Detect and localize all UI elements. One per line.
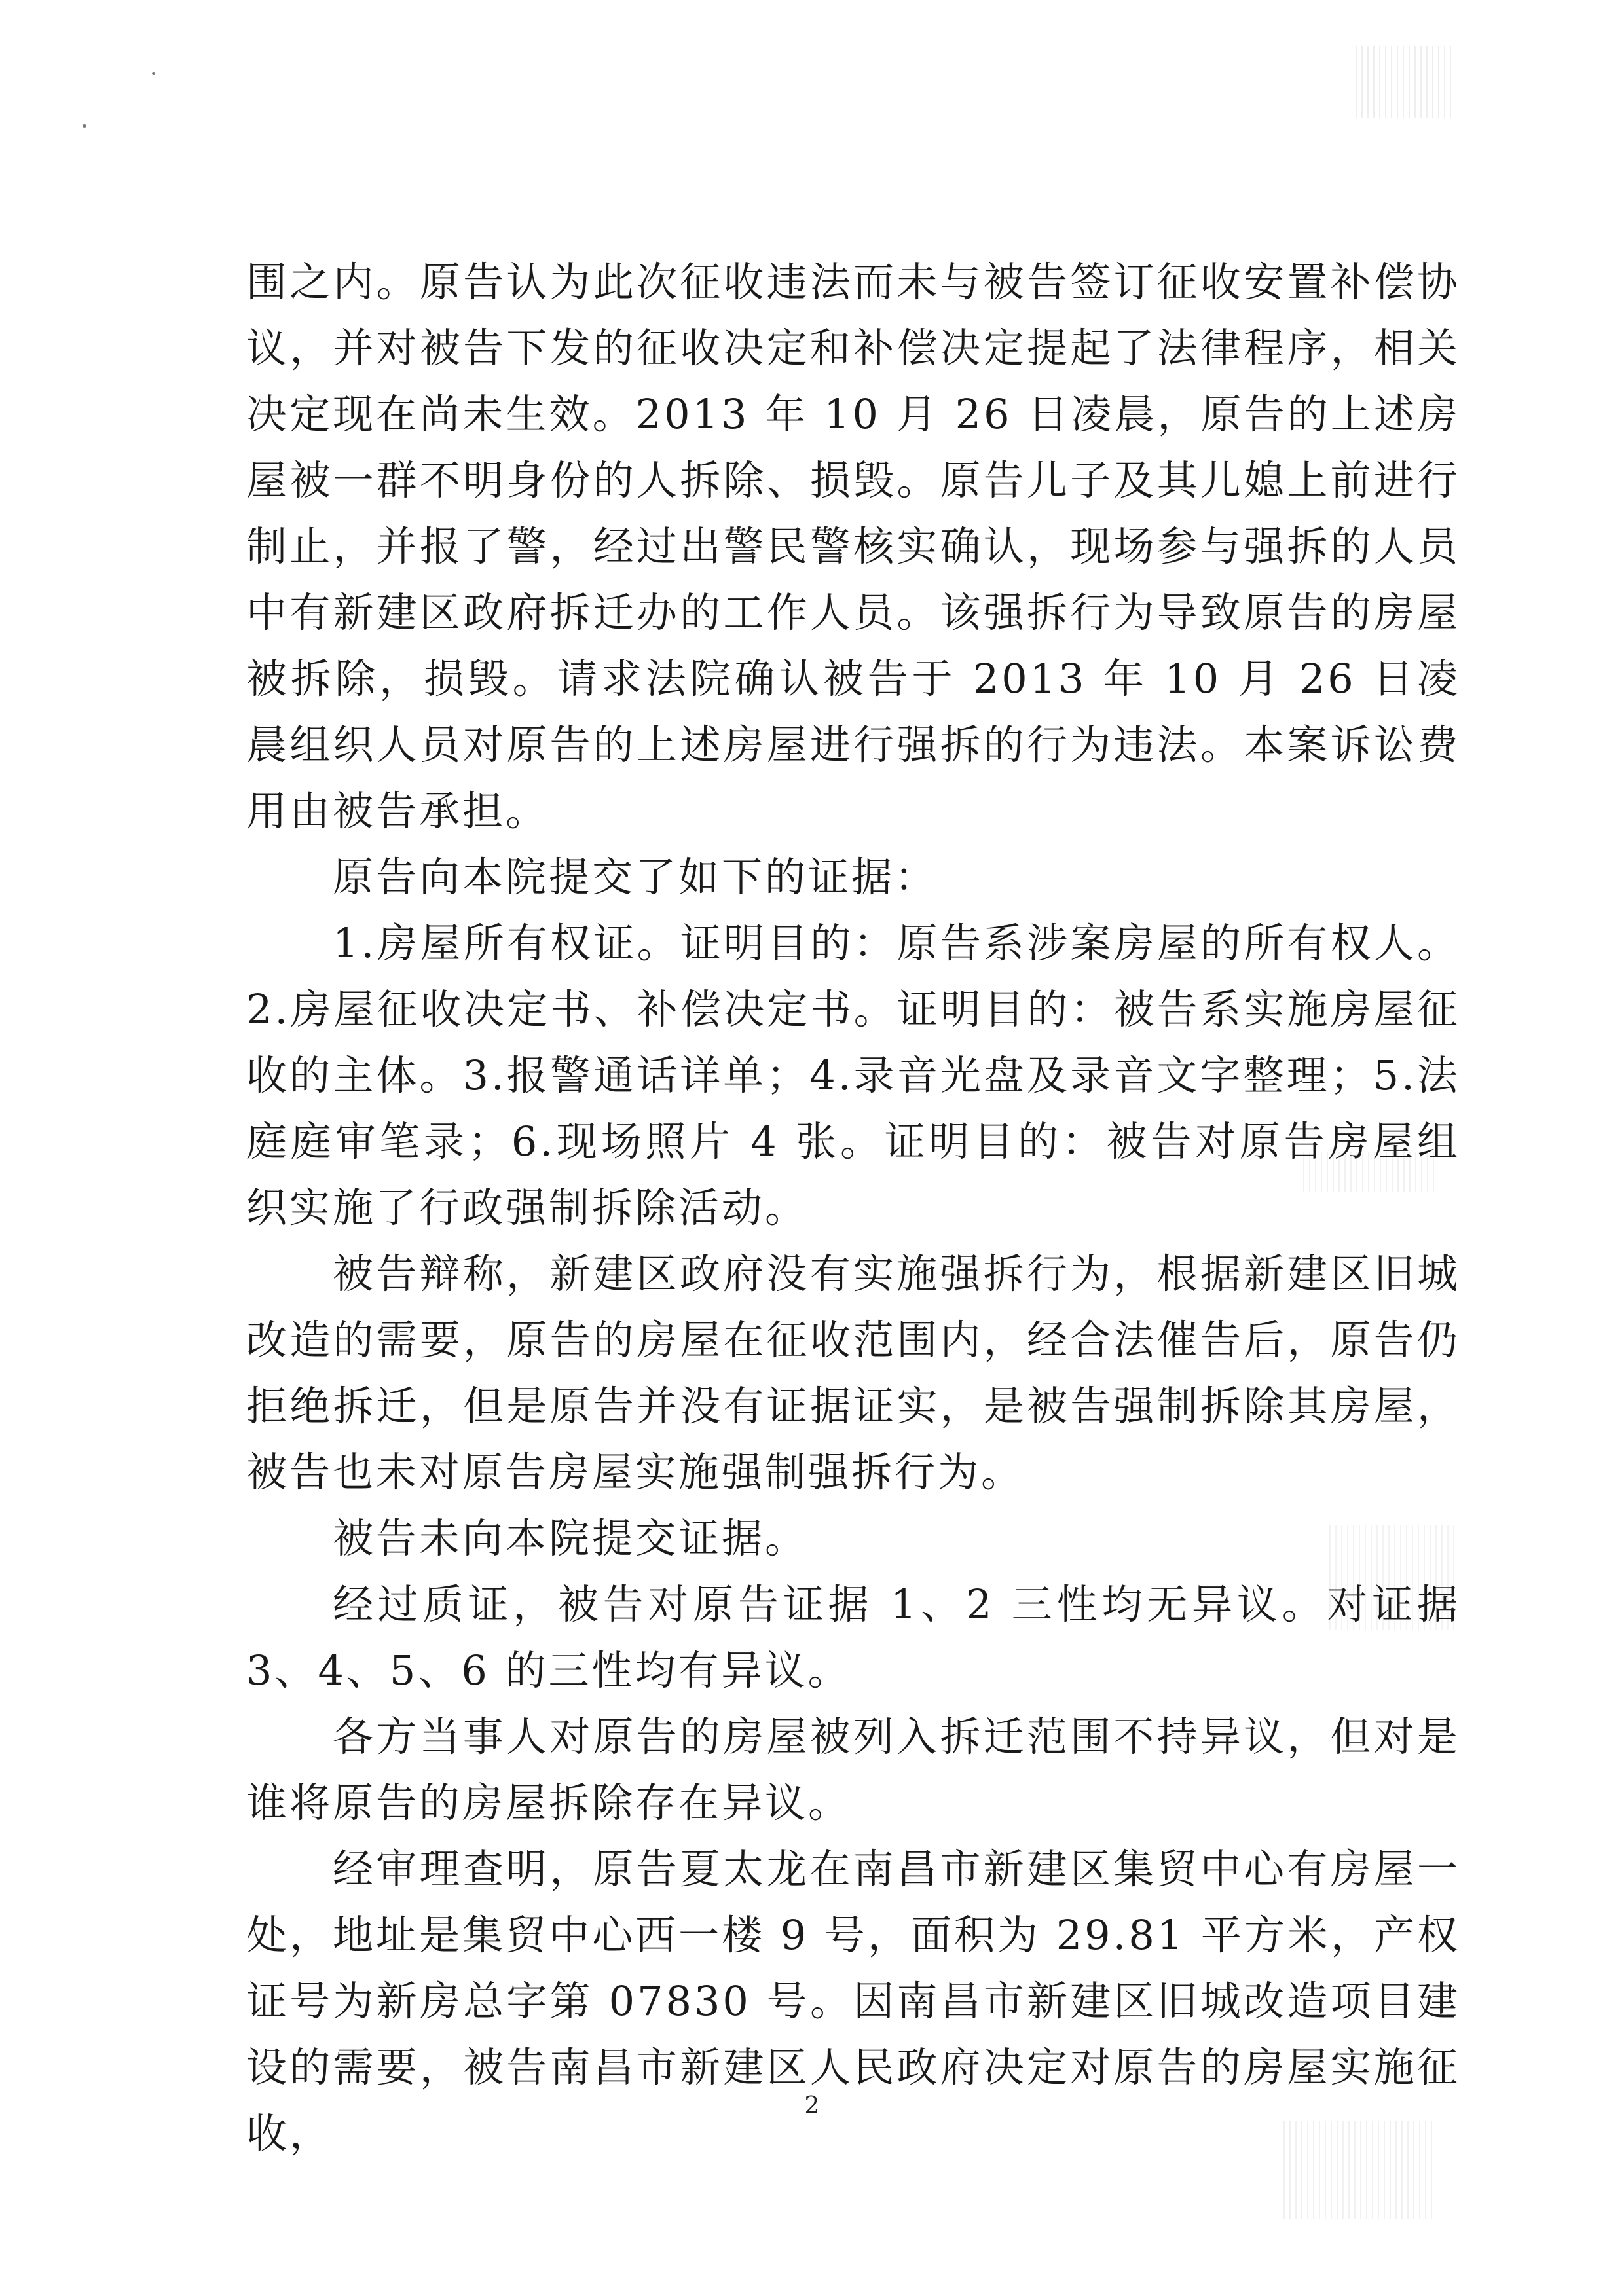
paragraph: 经审理查明，原告夏太龙在南昌市新建区集贸中心有房屋一处，地址是集贸中心西一楼 9 号，面积为 29.81 平方米，产权证号为新房总字第 07830 号。因南昌市新建区旧城改造项目建设的需要，被告南昌市新建区人民政府决定对原告的房屋实施征收，	[246, 1845, 1460, 2157]
scan-noise	[1356, 46, 1454, 118]
paragraph: 各方当事人对原告的房屋被列入拆迁范围不持异议，但对是谁将原告的房屋拆除存在异议。	[246, 1713, 1460, 1827]
paragraph: 围之内。原告认为此次征收违法而未与被告签订征收安置补偿协议，并对被告下发的征收决定和补偿决定提起了法律程序，相关决定现在尚未生效。2013 年 10 月 26 日凌晨，原告的上述房屋被一群不明身份的人拆除、损毁。原告儿子及其儿媳上前进行制止，并报了警，经过出警民警核实确认，现场参与强拆的人员中有新建区政府拆迁办的工作人员。该强拆行为导致原告的房屋被拆除，损毁。请求法院确认被告于 2013 年 10 月 26 日凌晨组织人员对原告的上述房屋进行强拆的行为违法。本案诉讼费用由被告承担。	[246, 258, 1460, 835]
body-text	[246, 249, 1460, 2166]
scan-speck	[152, 72, 155, 75]
paragraph: 经过质证，被告对原告证据 1、2 三性均无异议。对证据 3、4、5、6 的三性均有异议。	[246, 1580, 1460, 1694]
paragraph: 原告向本院提交了如下的证据：	[333, 853, 938, 901]
paragraph: 被告辩称，新建区政府没有实施强拆行为，根据新建区旧城改造的需要，原告的房屋在征收范围内，经合法催告后，原告仍拒绝拆迁，但是原告并没有证据证实，是被告强制拆除其房屋，被告也未对原告房屋实施强制强拆行为。	[246, 1250, 1460, 1496]
paragraph: 被告未向本院提交证据。	[333, 1514, 809, 1562]
scan-speck	[83, 124, 86, 128]
page-number: 2	[804, 2092, 820, 2119]
paragraph: 1.房屋所有权证。证明目的：原告系涉案房屋的所有权人。2.房屋征收决定书、补偿决定书。证明目的：被告系实施房屋征收的主体。3.报警通话详单；4.录音光盘及录音文字整理；5.法庭庭审笔录；6.现场照片 4 张。证明目的：被告对原告房屋组织实施了行政强制拆除活动。	[246, 919, 1460, 1231]
